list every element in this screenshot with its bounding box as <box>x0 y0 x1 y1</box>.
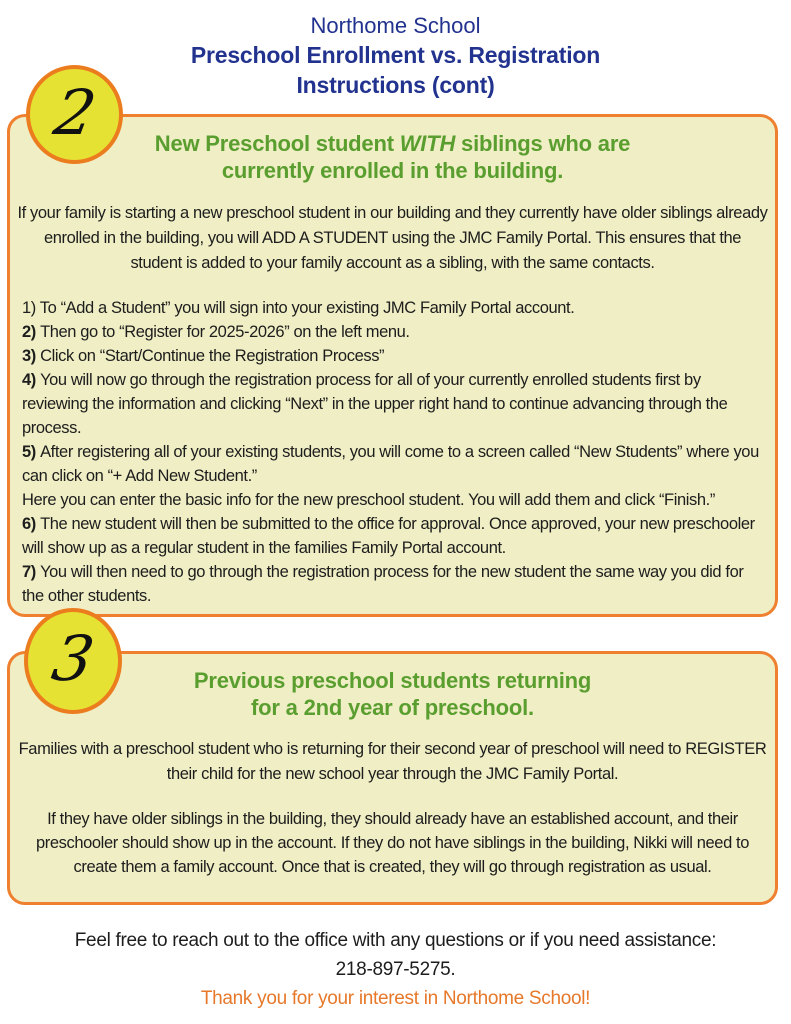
step-marker: 4) <box>22 371 41 389</box>
step-marker: 2) <box>22 323 41 341</box>
step-item <box>22 440 767 488</box>
step-item <box>22 344 767 368</box>
step-marker: 6) <box>22 515 41 533</box>
step-text: Then go to “Register for 2025-2026” on the left menu. <box>40 323 410 341</box>
section-2-badge <box>26 65 123 164</box>
step-text: You will now go through the registration process for all of your currently enrolled students first by reviewing the information and clicking “Next” in the upper right hand to continue advancing through the process. <box>22 371 728 437</box>
heading-emphasis: WITH <box>399 131 456 156</box>
step-text: Click on “Start/Continue the Registration Process” <box>40 347 385 365</box>
step-marker: 1) <box>22 299 40 317</box>
step-marker: 5) <box>22 443 41 461</box>
header <box>0 12 791 100</box>
step-item <box>22 296 767 320</box>
section-2-intro: If your family is starting a new preschool student in our building and they currently have older siblings already enrolled in the building, you will ADD A STUDENT using the JMC Family Portal. This ensures that the student is added to your family account as a sibling, with the same contacts. <box>17 204 768 272</box>
section-2-heading <box>10 117 775 184</box>
step-item <box>22 488 767 512</box>
step-item <box>22 560 767 608</box>
badge-number-3: 3 <box>47 622 100 695</box>
section-3-para-2: If they have older siblings in the building, they should already have an established account, and their preschooler should show up in the account. If they do not have siblings in the building, Nikki will need to create them a family account. Once that is created, they will go through registration as usual. <box>36 810 749 876</box>
step-text: To “Add a Student” you will sign into your existing JMC Family Portal account. <box>39 299 575 317</box>
step-text: After registering all of your existing students, you will come to a screen called “New Students” where you can click on “+ Add New Student.” <box>22 443 759 485</box>
section-3-heading-line2: for a 2nd year of preschool. <box>251 695 534 720</box>
section-3-badge <box>24 608 122 714</box>
doc-subtitle: Instructions (cont) <box>296 72 495 98</box>
steps-list <box>22 296 767 608</box>
step-item <box>22 320 767 344</box>
step-text: You will then need to go through the registration process for the new student the same way you did for the other students. <box>22 563 744 605</box>
section-3-panel <box>7 651 778 905</box>
step-item <box>22 512 767 560</box>
doc-title: Preschool Enrollment vs. Registration <box>190 42 601 68</box>
footer-contact-line: Feel free to reach out to the office with any questions or if you need assistance: <box>74 930 717 951</box>
footer <box>0 926 791 1013</box>
step-marker: 3) <box>22 347 41 365</box>
step-marker: 7) <box>22 563 41 581</box>
step-item <box>22 368 767 440</box>
section-2-panel <box>7 114 778 617</box>
section-2-heading-line1: New Preschool student WITH siblings who are <box>154 131 631 156</box>
section-3-heading-line1: Previous preschool students returning <box>193 668 592 693</box>
footer-thanks: Thank you for your interest in Northome School! <box>200 988 591 1009</box>
step-text: The new student will then be submitted to the office for approval. Once approved, your new preschooler will show up as a regular student in the families Family Portal account. <box>22 515 755 557</box>
section-3-para-1: Families with a preschool student who is returning for their second year of preschool will need to REGISTER their child for the new school year through the JMC Family Portal. <box>18 740 767 783</box>
section-2-heading-line2: currently enrolled in the building. <box>221 158 564 183</box>
school-name: Northome School <box>310 13 481 38</box>
step-text: Here you can enter the basic info for the new preschool student. You will add them and click “Finish.” <box>22 491 715 509</box>
footer-phone: 218-897-5275. <box>335 959 456 980</box>
section-3-heading <box>10 654 775 721</box>
badge-number-2: 2 <box>48 75 102 149</box>
